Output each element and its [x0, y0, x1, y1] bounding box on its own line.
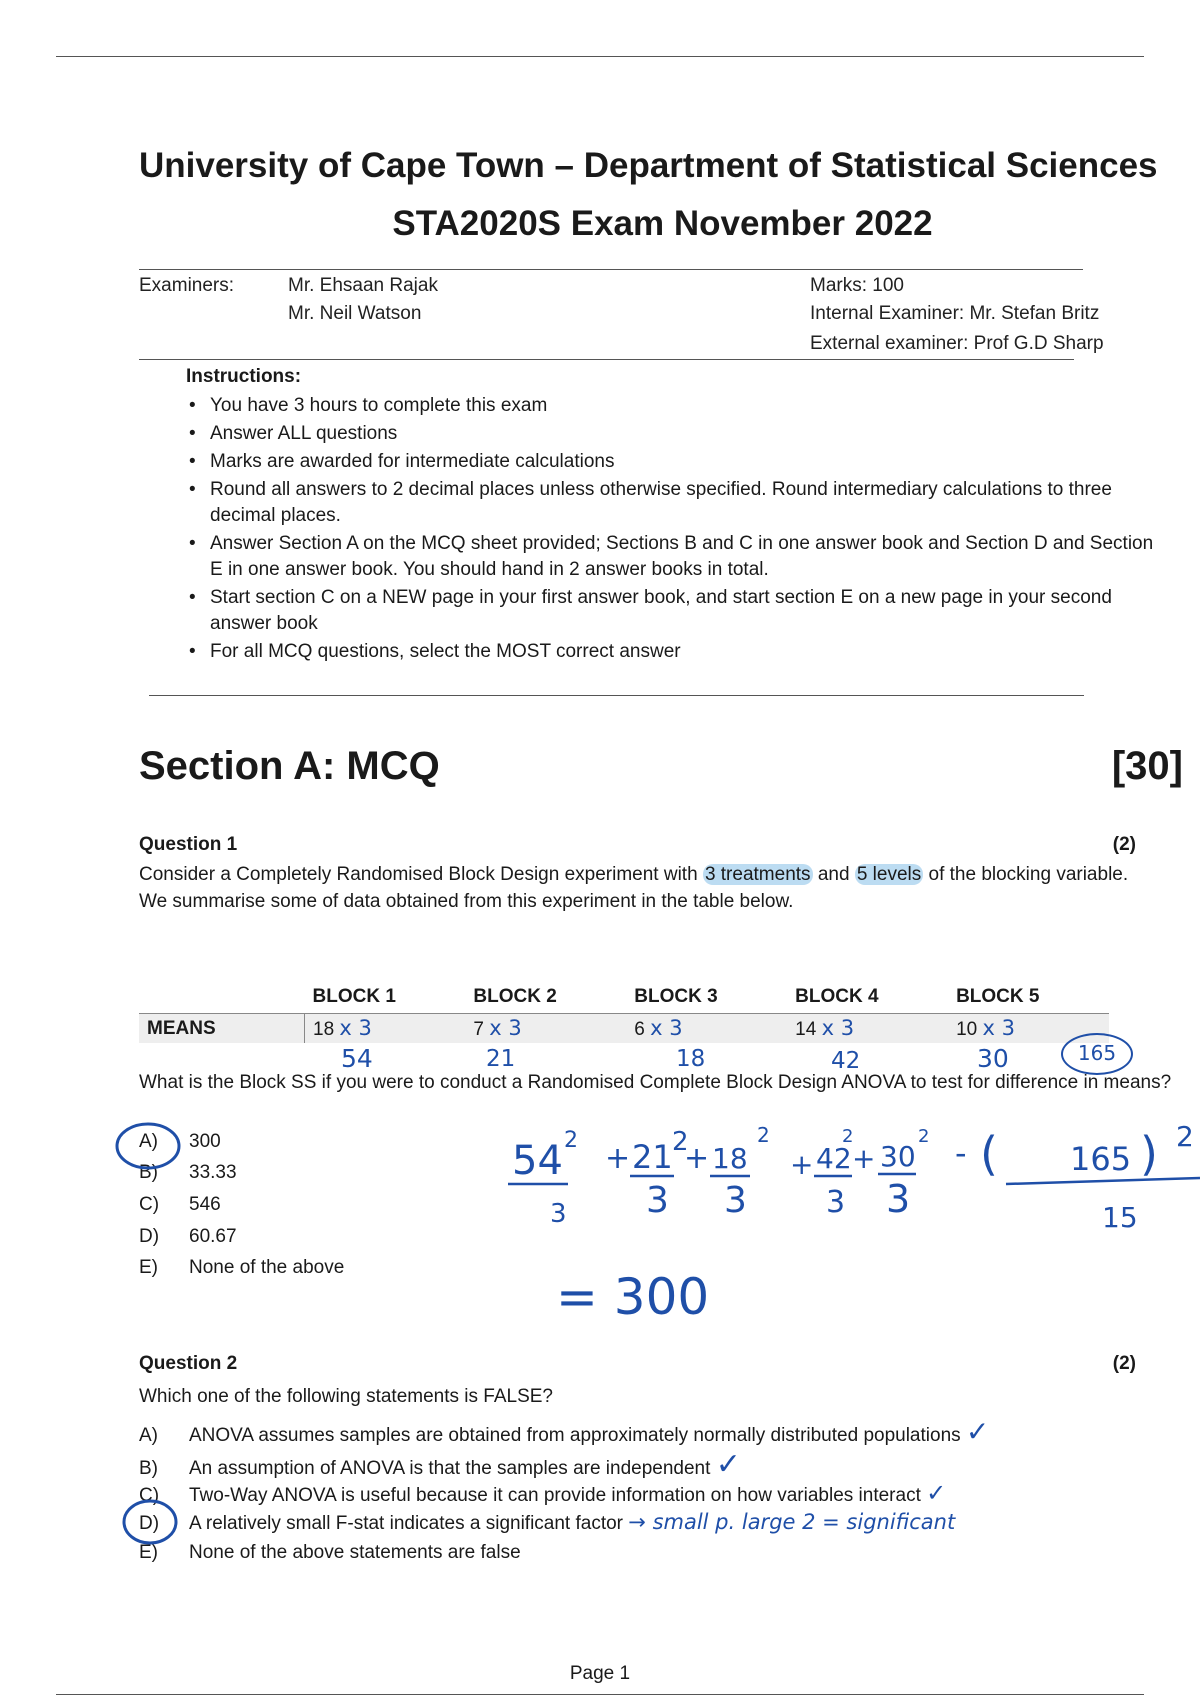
- ink-working-q1: [500, 1112, 1200, 1242]
- table-header: BLOCK 4: [795, 986, 879, 1007]
- option-text: ANOVA assumes samples are obtained from approximately normally distributed populations: [189, 1425, 961, 1446]
- examiner-2: Mr. Neil Watson: [288, 303, 422, 324]
- svg-text:2: 2: [757, 1123, 770, 1147]
- section-title: Section A: MCQ: [139, 744, 440, 788]
- instruction-item: • Answer Section A on the MCQ sheet provided; Sections B and C in one answer book and Section D and Section E in one answer book. You should hand in 2 answer books in total.: [186, 531, 1161, 583]
- examiner-1: Mr. Ehsaan Rajak: [288, 275, 438, 296]
- svg-text:42: 42: [816, 1142, 852, 1175]
- table-row: [139, 1014, 1109, 1044]
- svg-text:3: 3: [646, 1180, 669, 1221]
- option-label: E): [139, 1542, 158, 1563]
- marks-total: Marks: 100: [810, 275, 904, 296]
- instruction-item: • Answer ALL questions: [186, 421, 1161, 447]
- svg-text:3: 3: [550, 1199, 567, 1229]
- header-rule-top: [139, 269, 1083, 270]
- section-marks: [30]: [1111, 744, 1183, 788]
- table-cell: [465, 1014, 626, 1044]
- option-label: E): [139, 1257, 158, 1278]
- q1-option-c[interactable]: [139, 1194, 221, 1216]
- page-number: Page 1: [569, 1663, 631, 1684]
- table-cell: [305, 1014, 466, 1044]
- option-label: A): [139, 1131, 158, 1152]
- q2-option-a[interactable]: [139, 1415, 989, 1448]
- option-label: C): [139, 1485, 160, 1506]
- ink-result: = 300: [556, 1268, 710, 1326]
- ink-check: ✓: [926, 1479, 947, 1507]
- ink-times: x 3: [982, 1016, 1015, 1040]
- ink-check: ✓: [715, 1447, 741, 1482]
- ink-check: ✓: [965, 1415, 990, 1448]
- ink-product: 18: [676, 1046, 706, 1072]
- ink-times: x 3: [821, 1016, 855, 1040]
- row-label: MEANS: [139, 1014, 305, 1044]
- svg-text:21: 21: [632, 1138, 673, 1176]
- svg-text:2: 2: [918, 1126, 930, 1147]
- university-title: University of Cape Town – Department of Statistical Sciences: [139, 146, 1158, 185]
- question-1-title: Question 1: [139, 834, 238, 855]
- svg-text:18: 18: [712, 1142, 748, 1175]
- answer-circle-q2: [118, 1495, 188, 1551]
- ink-product: 54: [341, 1044, 373, 1073]
- svg-text:+: +: [852, 1142, 876, 1175]
- option-text: Two-Way ANOVA is useful because it can provide information on how variables interact: [189, 1485, 921, 1506]
- highlight-levels: 5 levels: [856, 864, 922, 885]
- ink-product: 42: [831, 1048, 861, 1074]
- cell-value: 6: [634, 1019, 645, 1040]
- svg-text:30: 30: [880, 1140, 916, 1173]
- external-examiner: External examiner: Prof G.D Sharp: [810, 333, 1104, 354]
- header-rule-bottom: [139, 359, 1074, 360]
- question-2-title: Question 2: [139, 1353, 238, 1374]
- ink-total-circled: 165: [1061, 1033, 1133, 1075]
- question-1-text: [139, 861, 1149, 915]
- highlight-treatments: 3 treatments: [704, 864, 811, 885]
- svg-text:+: +: [684, 1141, 710, 1176]
- internal-examiner: Internal Examiner: Mr. Stefan Britz: [810, 303, 1100, 324]
- option-label: B): [139, 1458, 158, 1479]
- q1-text-part: Consider a Completely Randomised Block Design experiment with: [139, 864, 703, 885]
- q1-option-e[interactable]: [139, 1257, 344, 1279]
- svg-text:2: 2: [842, 1126, 854, 1147]
- option-label: D): [139, 1513, 160, 1534]
- q1-text-part: and: [812, 864, 855, 885]
- q2-option-d[interactable]: [139, 1510, 955, 1535]
- question-2-marks: (2): [1112, 1353, 1136, 1374]
- means-table: [139, 983, 1109, 1043]
- option-text: 300: [189, 1131, 221, 1152]
- option-label: A): [139, 1425, 158, 1446]
- instructions-title: Instructions:: [186, 366, 302, 387]
- instruction-item: • Start section C on a NEW page in your first answer book, and start section E on a new page in your second answer book: [186, 585, 1161, 637]
- svg-text:): ): [1140, 1127, 1158, 1181]
- q2-option-e[interactable]: [139, 1542, 521, 1564]
- ink-times: x 3: [650, 1016, 683, 1040]
- ink-product: 21: [486, 1046, 516, 1072]
- option-text: None of the above statements are false: [189, 1542, 521, 1563]
- option-text: 546: [189, 1194, 221, 1215]
- instruction-item: • You have 3 hours to complete this exam: [186, 393, 1161, 419]
- question-1-marks: (2): [1112, 834, 1136, 855]
- option-label: B): [139, 1162, 158, 1183]
- table-header: BLOCK 3: [634, 986, 718, 1007]
- instruction-item: • For all MCQ questions, select the MOST correct answer: [186, 639, 1161, 665]
- question-1-prompt: What is the Block SS if you were to conduct a Randomised Complete Block Design ANOVA to test for difference in means?: [139, 1072, 1172, 1093]
- option-text: An assumption of ANOVA is that the samples are independent: [189, 1458, 711, 1479]
- q1-option-d[interactable]: [139, 1226, 237, 1248]
- instructions-rule: [149, 695, 1084, 696]
- ink-product: 30: [977, 1044, 1009, 1073]
- table-header: BLOCK 2: [473, 986, 557, 1007]
- ink-note: → small p. large 2 = significant: [628, 1510, 956, 1534]
- bottom-rule: [56, 1694, 1144, 1695]
- option-text: 33.33: [189, 1162, 237, 1183]
- exam-title: STA2020S Exam November 2022: [392, 204, 933, 243]
- table-header: BLOCK 1: [312, 986, 396, 1007]
- option-label: D): [139, 1226, 160, 1247]
- option-text: A relatively small F-stat indicates a significant factor: [189, 1513, 624, 1534]
- table-cell: [626, 1014, 787, 1044]
- q2-option-b[interactable]: [139, 1447, 741, 1482]
- top-rule: [56, 56, 1144, 57]
- option-text: None of the above: [189, 1257, 345, 1278]
- ink-times: x 3: [489, 1016, 522, 1040]
- q2-option-c[interactable]: [139, 1479, 946, 1507]
- svg-text:165: 165: [1070, 1140, 1132, 1178]
- svg-text:3: 3: [886, 1177, 911, 1221]
- option-text: 60.67: [189, 1226, 237, 1247]
- svg-text:15: 15: [1102, 1201, 1138, 1234]
- instruction-item: • Marks are awarded for intermediate calculations: [186, 449, 1161, 475]
- option-label: C): [139, 1194, 160, 1215]
- svg-text:3: 3: [826, 1185, 846, 1220]
- table-header: BLOCK 5: [956, 986, 1040, 1007]
- svg-text:-: -: [955, 1134, 967, 1172]
- instruction-item: • Round all answers to 2 decimal places unless otherwise specified. Round intermediary calculations to three decimal places.: [186, 477, 1161, 529]
- instructions-list: [186, 393, 1161, 667]
- q1-text-part: of the blocking variable. We summarise some of data obtained from this experiment in the table below.: [139, 864, 1129, 912]
- svg-text:2: 2: [672, 1127, 689, 1157]
- cell-value: 7: [473, 1019, 484, 1040]
- svg-text:+: +: [790, 1148, 814, 1181]
- svg-text:(: (: [980, 1127, 998, 1181]
- cell-value: 18: [313, 1019, 335, 1040]
- question-2-prompt: Which one of the following statements is FALSE?: [139, 1386, 553, 1407]
- ink-times: x 3: [339, 1016, 372, 1040]
- answer-circle-q1: [110, 1118, 190, 1178]
- svg-text:3: 3: [724, 1180, 747, 1221]
- svg-text:+: +: [605, 1141, 631, 1176]
- cell-value: 14: [795, 1019, 817, 1040]
- cell-value: 10: [956, 1019, 978, 1040]
- svg-text:2: 2: [564, 1128, 578, 1153]
- svg-text:54: 54: [512, 1138, 563, 1184]
- table-cell: [787, 1014, 948, 1044]
- examiners-label: Examiners:: [139, 275, 235, 296]
- table-header-row: [139, 983, 1109, 1014]
- svg-text:2: 2: [1176, 1120, 1194, 1153]
- table-corner: [139, 983, 305, 1014]
